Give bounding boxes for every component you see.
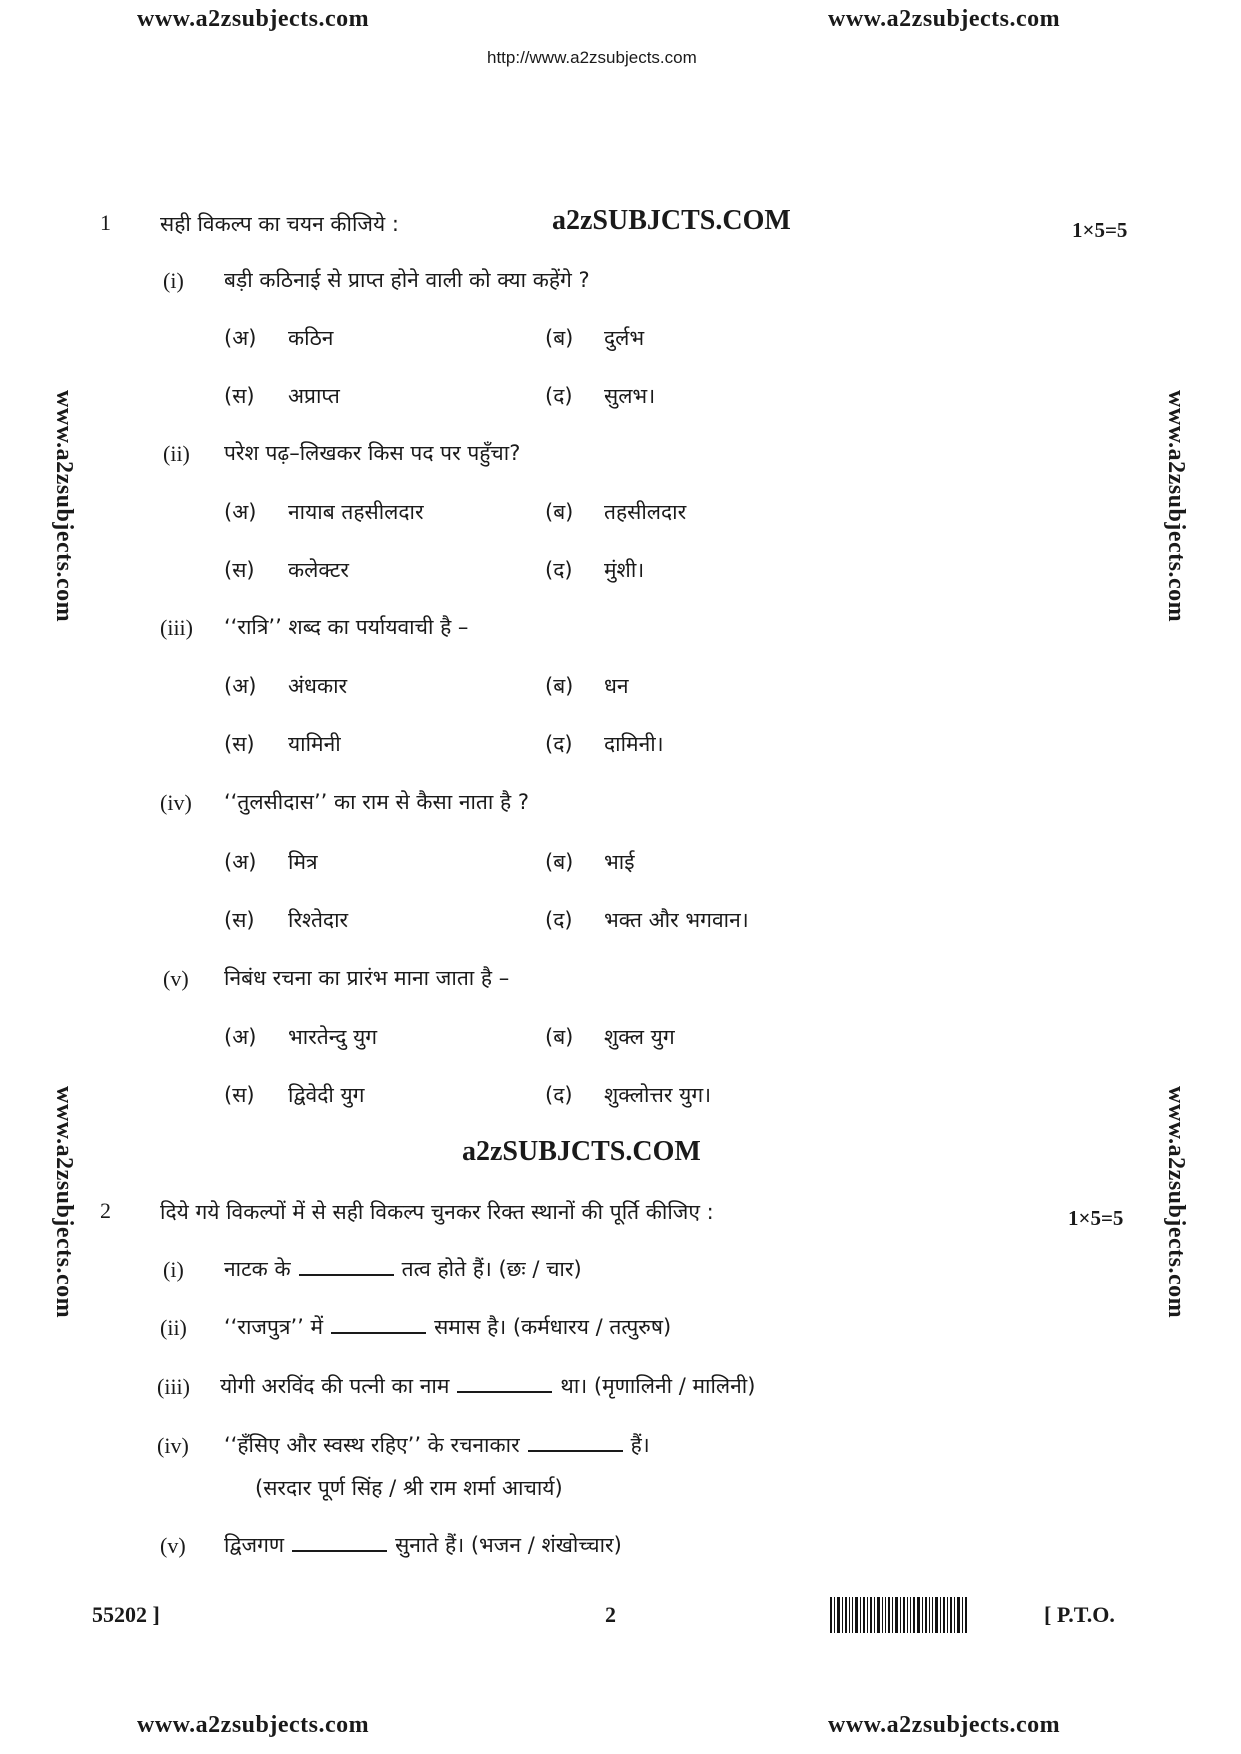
top-url: http://www.a2zsubjects.com	[487, 48, 697, 67]
q2-item-1-number: (i)	[163, 1257, 184, 1282]
q1-item-5-number: (v)	[163, 966, 189, 991]
bottom-left-watermark: www.a2zsubjects.com	[137, 1712, 370, 1738]
barcode-icon	[830, 1597, 969, 1633]
q1-item-5-option-b-label: (ब)	[545, 1025, 574, 1049]
q1-item-4-option-a-label: (अ)	[224, 850, 257, 874]
q2-item-4-after: हैं।	[630, 1433, 650, 1457]
q1-item-2-option-c-label: (स)	[224, 558, 255, 582]
stamp-1: a2zSUBJCTS.COM	[552, 205, 791, 236]
q2-item-3-number: (iii)	[157, 1374, 190, 1399]
q1-item-5-option-c: द्विवेदी युग	[288, 1083, 365, 1107]
q1-item-2-option-d-label: (द)	[545, 558, 573, 582]
q1-item-5-option-c-label: (स)	[224, 1083, 255, 1107]
q2-item-4-options: (सरदार पूर्ण सिंह / श्री राम शर्मा आचार्य)	[255, 1476, 563, 1500]
q1-item-3-option-d-label: (द)	[545, 732, 573, 756]
q2-item-3-line	[220, 1372, 755, 1400]
q1-item-4-number: (iv)	[160, 790, 192, 815]
q2-item-5-number: (v)	[160, 1533, 186, 1558]
q1-item-2-number: (ii)	[163, 441, 190, 466]
q2-item-1-before: नाटक के	[224, 1257, 291, 1281]
q1-item-4-option-b: भाई	[604, 850, 635, 874]
q1-item-4-option-c-label: (स)	[224, 908, 255, 932]
q1-item-1-number: (i)	[163, 268, 184, 293]
q2-number: 2	[100, 1198, 111, 1223]
q2-item-4-line	[224, 1431, 650, 1459]
q1-item-4-option-d-label: (द)	[545, 908, 573, 932]
q1-marks: 1×5=5	[1072, 218, 1128, 242]
q1-item-3-option-d: दामिनी।	[604, 732, 664, 756]
q1-item-2-option-b-label: (ब)	[545, 500, 574, 524]
q2-item-2-after: समास है। (कर्मधारय / तत्पुरुष)	[434, 1315, 672, 1339]
q1-item-3-option-a: अंधकार	[288, 674, 348, 698]
stamp-2: a2zSUBJCTS.COM	[462, 1136, 701, 1167]
q2-item-3-after: था। (मृणालिनी / मालिनी)	[560, 1374, 756, 1398]
q1-item-2-option-a: नायाब तहसीलदार	[288, 500, 424, 524]
q1-item-2-option-b: तहसीलदार	[604, 500, 687, 524]
q1-item-3-number: (iii)	[160, 615, 193, 640]
q1-item-3-option-b: धन	[604, 674, 629, 698]
q1-item-1-option-c-label: (स)	[224, 384, 255, 408]
page-number: 2	[605, 1602, 616, 1627]
q2-marks: 1×5=5	[1068, 1206, 1124, 1230]
q1-item-3-option-a-label: (अ)	[224, 674, 257, 698]
q2-item-5-blank	[292, 1536, 387, 1552]
side-left-bottom-watermark: www.a2zsubjects.com	[51, 1086, 77, 1319]
q1-item-1-text: बड़ी कठिनाई से प्राप्त होने वाली को क्या कहेंगे ?	[224, 268, 590, 292]
q1-item-1-option-d-label: (द)	[545, 384, 573, 408]
q2-item-2-before: ‘‘राजपुत्र’’ में	[224, 1315, 324, 1339]
q1-item-1-option-b: दुर्लभ	[604, 326, 645, 350]
q2-item-5-before: द्विजगण	[224, 1533, 285, 1557]
q1-item-5-text: निबंध रचना का प्रारंभ माना जाता है –	[224, 966, 510, 990]
q1-item-4-option-c: रिश्तेदार	[288, 908, 349, 932]
q2-item-1-after: तत्व होते हैं। (छः / चार)	[401, 1257, 582, 1281]
q1-item-3-text: ‘‘रात्रि’’ शब्द का पर्यायवाची है –	[224, 615, 469, 639]
q2-item-4-number: (iv)	[157, 1433, 189, 1458]
top-left-watermark: www.a2zsubjects.com	[137, 6, 370, 32]
q1-item-5-option-a: भारतेन्दु युग	[288, 1025, 378, 1049]
q1-item-2-option-a-label: (अ)	[224, 500, 257, 524]
q2-prompt: दिये गये विकल्पों में से सही विकल्प चुनकर रिक्त स्थानों की पूर्ति कीजिए :	[160, 1200, 714, 1224]
q1-item-5-option-b: शुक्ल युग	[604, 1025, 675, 1049]
q2-item-4-before: ‘‘हँसिए और स्वस्थ रहिए’’ के रचनाकार	[224, 1433, 520, 1457]
q1-item-4-option-a: मित्र	[288, 850, 318, 874]
q2-item-3-blank	[457, 1377, 552, 1393]
q1-item-1-option-a-label: (अ)	[224, 326, 257, 350]
q1-item-3-option-c: यामिनी	[288, 732, 341, 756]
top-right-watermark: www.a2zsubjects.com	[828, 6, 1061, 32]
q2-item-4-blank	[528, 1436, 623, 1452]
q1-item-1-option-d: सुलभ।	[604, 384, 656, 408]
pto-label: [ P.T.O.	[1044, 1602, 1115, 1627]
q2-item-1-blank	[299, 1260, 394, 1276]
q1-item-5-option-a-label: (अ)	[224, 1025, 257, 1049]
q2-item-5-line	[224, 1531, 622, 1559]
q1-item-4-option-b-label: (ब)	[545, 850, 574, 874]
q1-item-2-option-c: कलेक्टर	[288, 558, 349, 582]
q2-item-2-number: (ii)	[160, 1315, 187, 1340]
side-right-bottom-watermark: www.a2zsubjects.com	[1163, 1086, 1189, 1319]
q2-item-3-before: योगी अरविंद की पत्नी का नाम	[220, 1374, 450, 1398]
q1-item-1-option-b-label: (ब)	[545, 326, 574, 350]
q1-item-3-option-c-label: (स)	[224, 732, 255, 756]
side-left-top-watermark: www.a2zsubjects.com	[51, 390, 77, 623]
q1-item-2-option-d: मुंशी।	[604, 558, 645, 582]
q1-item-5-option-d: शुक्लोत्तर युग।	[604, 1083, 712, 1107]
q1-item-1-option-c: अप्राप्त	[288, 384, 340, 408]
bottom-right-watermark: www.a2zsubjects.com	[828, 1712, 1061, 1738]
q1-item-1-option-a: कठिन	[288, 326, 334, 350]
q1-item-4-text: ‘‘तुलसीदास’’ का राम से कैसा नाता है ?	[224, 790, 529, 814]
q1-item-2-text: परेश पढ़–लिखकर किस पद पर पहुँचा?	[224, 441, 521, 465]
q1-item-4-option-d: भक्त और भगवान।	[604, 908, 749, 932]
q2-item-2-blank	[331, 1318, 426, 1334]
paper-code: 55202 ]	[92, 1602, 160, 1627]
q2-item-2-line	[224, 1313, 671, 1341]
side-right-top-watermark: www.a2zsubjects.com	[1163, 390, 1189, 623]
q1-number: 1	[100, 210, 111, 235]
q2-item-1-line	[224, 1255, 582, 1283]
q1-item-5-option-d-label: (द)	[545, 1083, 573, 1107]
q1-item-3-option-b-label: (ब)	[545, 674, 574, 698]
q2-item-5-after: सुनाते हैं। (भजन / शंखोच्चार)	[395, 1533, 622, 1557]
q1-prompt: सही विकल्प का चयन कीजिये :	[160, 212, 399, 236]
